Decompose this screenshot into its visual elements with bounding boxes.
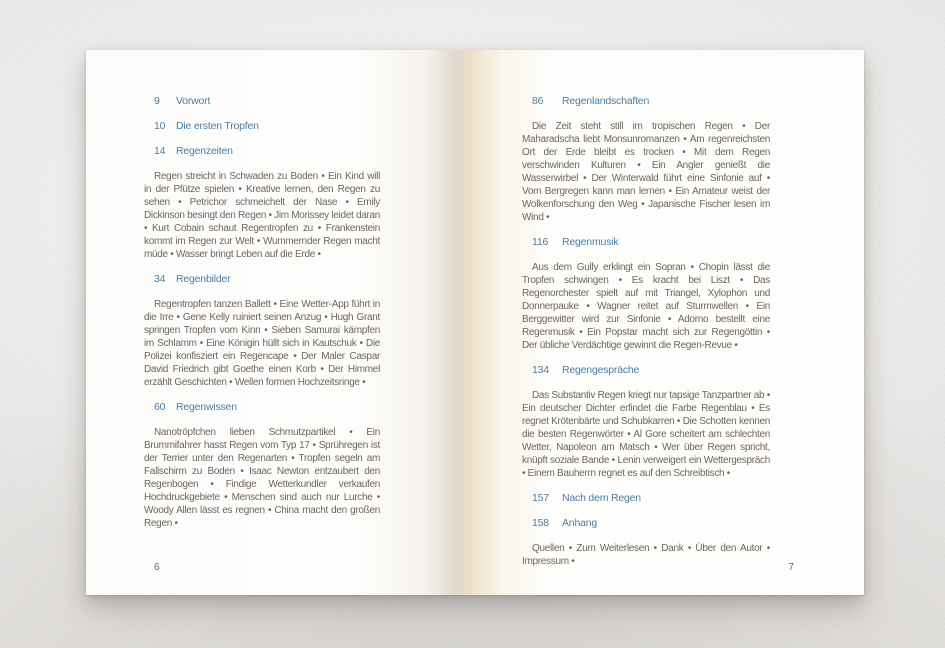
toc-entry-page-ref: 86 <box>532 95 544 107</box>
toc-entry-heading <box>522 492 770 505</box>
toc-entry-heading <box>522 236 770 249</box>
toc-entry-page-ref: 116 <box>532 236 549 248</box>
toc-entry-summary: Nanotröpfchen lieben Schmutzpartikel • Ein Brummifahrer hasst Regen vom Typ 17 • Sprühregen ist der Terrier unter den Regenarten • Tropfen segeln am Fallschirm zu Boden • Isaac Newton entzaubert den Regenbogen • Findige Wetterkundler verkaufen Hochdruckgebiete • Menschen sind auch nur Lurche • Woody Allen lässt es regnen • China macht den großen Regen • <box>144 427 380 529</box>
toc-entry-page-ref: 60 <box>154 401 166 413</box>
toc-entry <box>522 517 770 568</box>
toc-entry-page-ref: 134 <box>532 364 549 376</box>
toc-entry-summary: Aus dem Gully erklingt ein Sopran • Chopin lässt die Tropfen schwingen • Es kracht bei Liszt • Das Regenorchester spielt auf mit Triangel, Xylophon und Donnerpauke • Wagner reitet auf Sturmwellen • Ein Berggewitter wird zur Sinfonie • Adorno bestellt eine Regenmusik • Ein Popstar macht sich zur Regengöttin • Der übliche Verdächtige gewinnt die Regen-Revue • <box>522 262 770 351</box>
left-page-number: 6 <box>154 562 160 573</box>
left-page <box>86 50 462 595</box>
toc-entry-title: Regenwissen <box>176 401 237 413</box>
toc-entry <box>522 236 770 352</box>
open-book <box>86 50 864 595</box>
toc-entry-heading <box>144 120 380 133</box>
toc-entry <box>144 95 380 108</box>
toc-entry-summary: Das Substantiv Regen kriegt nur tapsige Tanzpartner ab • Ein deutscher Dichter erfindet die Farbe Regenblau • Es regnet Krötenbärte und Schubkarren • Die Schotten kennen die besten Regenwörter • Al Gore scheitert am schlechten Wetter, Napoleon am Matsch • Wer über Regen spricht, knüpft soziale Bande • Lenin verweigert ein Wettergespräch • Einem Bauherrn regnet es auf den Schreibtisch • <box>522 390 770 479</box>
toc-entry <box>144 273 380 389</box>
toc-entry <box>522 95 770 224</box>
toc-entry-heading <box>144 145 380 158</box>
toc-entry-page-ref: 10 <box>154 120 166 132</box>
toc-entry <box>144 120 380 133</box>
toc-entry-summary: Regentropfen tanzen Ballett • Eine Wetter-App führt in die Irre • Gene Kelly ruiniert seinen Anzug • Hugh Grant springen Tropfen vom Kinn • Sieben Samurai kämpfen im Schlamm • Eine Königin hüllt sich in Kautschuk • Die Polizei konfisziert ein Regencape • Der Maler Caspar David Friedrich gibt Goethe einen Korb • Der Himmel erzählt Geschichten • Wellen formen Hochzeitsringe • <box>144 299 380 388</box>
toc-entry-heading <box>522 517 770 530</box>
toc-right-column <box>522 95 770 568</box>
toc-left-column <box>144 95 380 530</box>
right-page <box>462 50 864 595</box>
toc-entry-summary: Regen streicht in Schwaden zu Boden • Ein Kind will in der Pfütze spielen • Kreative lernen, den Regen zu sehen • Petrichor schmeichelt der Nase • Emily Dickinson besingt den Regen • Jim Morissey leidet daran • Kurt Cobain schaut Regentropfen zu • Frankenstein kommt im Regen zur Welt • Wummernder Regen macht müde • Wasser bringt Leben auf die Erde • <box>144 171 381 260</box>
toc-entry-summary: Quellen • Zum Weiterlesen • Dank • Über den Autor • Impressum • <box>522 543 770 567</box>
toc-entry-heading <box>144 95 380 108</box>
toc-entry-heading <box>144 273 380 286</box>
toc-entry-title: Nach dem Regen <box>562 492 641 504</box>
toc-entry <box>522 492 770 505</box>
toc-entry-title: Die ersten Tropfen <box>176 120 259 132</box>
toc-entry <box>522 364 770 480</box>
toc-entry-title: Anhang <box>562 517 598 529</box>
toc-entry-title: Regenlandschaften <box>562 95 650 107</box>
toc-entry-title: Regenzeiten <box>176 145 233 157</box>
toc-entry-title: Regenmusik <box>562 236 619 248</box>
toc-entry-page-ref: 34 <box>154 273 166 285</box>
right-page-number: 7 <box>788 562 794 573</box>
toc-entry-page-ref: 9 <box>154 95 160 107</box>
toc-entry-heading <box>522 364 770 377</box>
toc-entry-title: Vorwort <box>176 95 211 107</box>
toc-entry <box>144 145 380 261</box>
toc-entry-heading <box>144 401 380 414</box>
toc-entry-page-ref: 14 <box>154 145 166 157</box>
toc-entry-title: Regengespräche <box>562 364 640 376</box>
toc-entry-page-ref: 157 <box>532 492 549 504</box>
toc-entry-summary: Die Zeit steht still im tropischen Regen • Der Maharadscha liebt Monsunromanzen • Am regenreichsten Ort der Erde bleibt es trocken • Mit dem Regen verschwinden Kulturen • Ein Angler genießt die Wasserwirbel • Der Winterwald führt eine Sinfonie auf • Vom Bergregen kann man lernen • Ein Amateur weist der Wolkenforschung den Weg • Japanische Fischer lesen im Wind • <box>522 121 770 223</box>
toc-entry-heading <box>522 95 770 108</box>
toc-entry-page-ref: 158 <box>532 517 549 529</box>
toc-entry-title: Regenbilder <box>176 273 231 285</box>
toc-entry <box>144 401 380 530</box>
